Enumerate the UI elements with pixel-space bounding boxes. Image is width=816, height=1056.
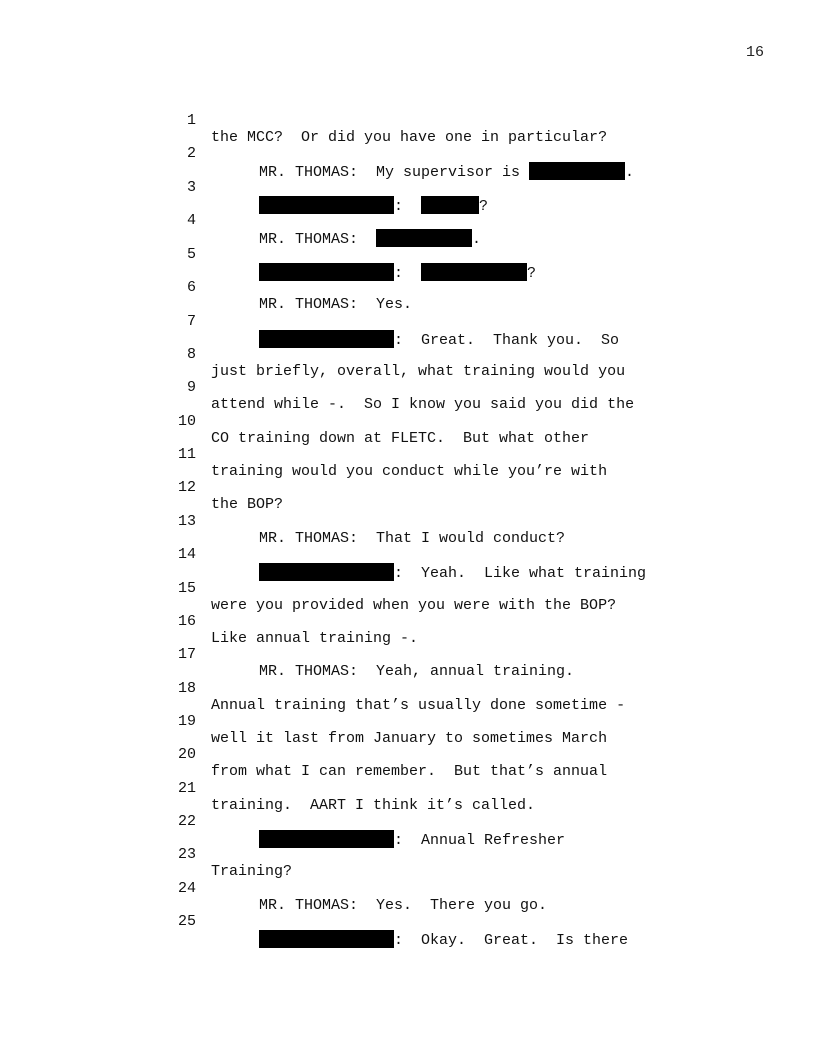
line-text: from what I can remember. But that’s annual [211, 763, 608, 780]
transcript-line [0, 863, 816, 914]
line-text-after: ? [527, 265, 537, 282]
line-number: 17 [177, 646, 196, 663]
line-text-before: MR. THOMAS: [259, 231, 377, 248]
transcript-line [0, 396, 816, 447]
transcript-line [0, 462, 816, 513]
line-text: Like annual training -. [211, 630, 419, 647]
page-number: 16 [745, 44, 764, 61]
line-text: training. AART I think it’s called. [211, 797, 536, 814]
transcript-line [0, 429, 816, 480]
line-text: just briefly, overall, what training would you [211, 363, 626, 380]
line-number: 7 [186, 313, 196, 330]
transcript-line [0, 162, 816, 215]
line-text-after: . [625, 164, 635, 181]
line-number: 22 [177, 813, 196, 830]
line-text-after: : Great. Thank you. So [394, 332, 620, 349]
transcript-line [0, 195, 816, 248]
transcript-line [0, 729, 816, 780]
line-text-after: : Yeah. Like what training [394, 565, 647, 582]
line-number: 8 [186, 346, 196, 363]
line-number: 21 [177, 780, 196, 797]
line-text [259, 930, 628, 949]
line-number: 20 [177, 746, 196, 763]
transcript-line [0, 362, 816, 413]
transcript-line [0, 763, 816, 814]
redaction-box [259, 930, 394, 948]
line-number: 14 [177, 546, 196, 563]
line-number: 19 [177, 713, 196, 730]
line-text-after: ? [479, 198, 489, 215]
transcript-line [0, 829, 816, 880]
line-text: well it last from January to sometimes March [211, 730, 608, 747]
line-text: attend while -. So I know you said you did the [211, 396, 635, 413]
transcript-line [0, 128, 816, 181]
line-text: CO training down at FLETC. But what other [211, 430, 590, 447]
line-number: 16 [177, 613, 196, 630]
transcript-line [0, 529, 816, 582]
line-text: MR. THOMAS: Yeah, annual training. [259, 663, 575, 680]
transcript-line [0, 596, 816, 647]
line-number: 24 [177, 880, 196, 897]
line-text: Annual training that’s usually done sometime - [211, 697, 626, 714]
transcript-line [0, 563, 816, 614]
line-number: 23 [177, 846, 196, 863]
transcript-line [0, 229, 816, 282]
line-number: 18 [177, 680, 196, 697]
line-number: 10 [177, 413, 196, 430]
line-text-after: : Annual Refresher [394, 832, 566, 849]
line-text-middle: : [394, 265, 422, 282]
transcript-line [0, 663, 816, 714]
line-number: 11 [177, 446, 196, 463]
transcript-line [0, 696, 816, 747]
line-text: MR. THOMAS: Yes. There you go. [259, 897, 548, 914]
line-text: Training? [211, 863, 293, 880]
line-number: 1 [186, 112, 196, 129]
line-number: 5 [186, 246, 196, 263]
line-number: 15 [177, 580, 196, 597]
transcript-line [0, 496, 816, 547]
transcript-line [0, 629, 816, 680]
line-number: 13 [177, 513, 196, 530]
line-text: MR. THOMAS: That I would conduct? [259, 530, 566, 547]
line-text: training would you conduct while you’re with [211, 463, 608, 480]
line-text: were you provided when you were with the BOP? [211, 597, 617, 614]
transcript-line [0, 95, 816, 146]
line-text-after: . [472, 231, 482, 248]
line-text-middle: : [394, 198, 422, 215]
line-number: 6 [186, 279, 196, 296]
transcript-line [0, 896, 816, 949]
line-text: the MCC? Or did you have one in particular? [211, 129, 608, 146]
line-text: the BOP? [211, 496, 284, 513]
transcript-line [0, 296, 816, 349]
line-number: 3 [186, 179, 196, 196]
transcript-line [0, 262, 816, 313]
line-number: 2 [186, 145, 196, 162]
line-text-before: MR. THOMAS: My supervisor is [259, 164, 530, 181]
line-text-after: : Okay. Great. Is there [394, 932, 629, 949]
line-number: 12 [177, 479, 196, 496]
transcript-line [0, 796, 816, 849]
line-number: 4 [186, 212, 196, 229]
line-text: MR. THOMAS: Yes. [259, 296, 413, 313]
transcript-line [0, 329, 816, 380]
line-number: 9 [186, 379, 196, 396]
line-number: 25 [177, 913, 196, 930]
